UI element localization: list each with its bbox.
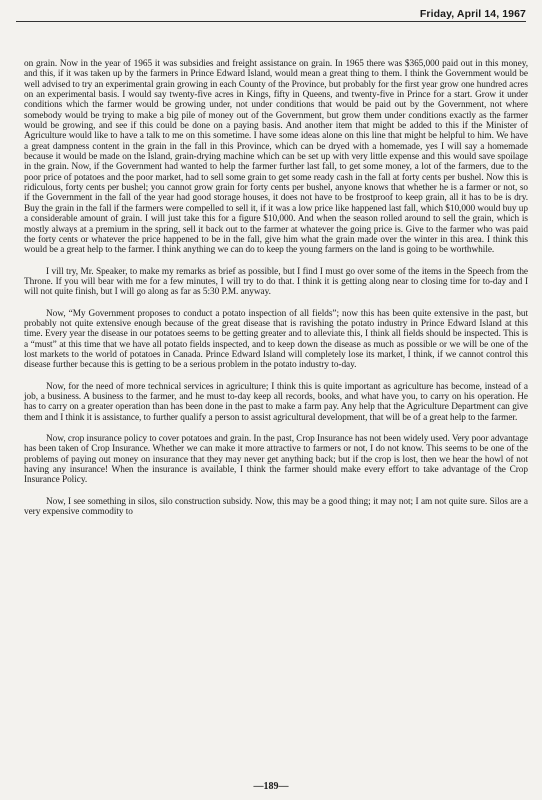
paragraph-technical-services: Now, for the need of more technical services in agriculture; I think this is quite important as agriculture has become, instead of a job, a business. A business to the farmer, and he must to-day keep all records, books, and what have you, to carry on his operation. He has to carry on a greater operation than has been done in the past to make a farm pay. Any help that the Agriculture Department can give them and I think it is assistance, to further qualify a person to assist agricultural development, that will be of a great help to the farmer. [24, 381, 528, 423]
header-rule [16, 21, 526, 22]
paragraph-gap [24, 486, 528, 497]
paragraph-silos: Now, I see something in silos, silo construction subsidy. Now, this may be a good thing; it may not; I am not quite sure. Silos are a very expensive commodity to [24, 496, 528, 518]
paragraph-grain: on grain. Now in the year of 1965 it was subsidies and freight assistance on grain. In 1965 there was $365,000 paid out in this money, and this, if it was taken up by the farmers in Prince Edward Island, would mean a great thing to them. I think the Government would be well advised to try an experimental grain growing in each County of the Province, but probably for the first year grow one hundred acres on an experimental basis. I would say twenty-five acres in Kings, fifty in Queens, and twenty-five in Prince for a start. Grow it under conditions which the farmer would be growing under, not under conditions that would be paid out by the Government, not where somebody would be trying to make a big pile of money out of the Government, but grow them under conditions exactly as the farmer would be growing, and see if this could be done on a paying basis. And another item that might be added to this if the Minister of Agriculture would like to have a talk to me on this sometime. I have some ideas alone on this line that might be helpful to him. We have a great dampness content in the grain in the fall in this Province, which can be dryed with a homemade, yes I will say a homemade because it would be made on the Island, grain-drying machine which can be set up with very little expense and this would save spoilage in the grain. Now, if the Government had wanted to help the farmer further last fall, to get some money, a lot of the farmers, due to the poor price of potatoes and the poor market, had to sell some grain to get some ready cash in the fall at forty cents per bushel. Now this is ridiculous, forty cents per bushel; you cannot grow grain for forty cents per bushel, anyone knows that whether he is a farmer or not, so if the Government in the fall of the year had good storage houses, it does not have to be frostproof to keep grain, all it has to be is dry. Buy the grain in the fall if the farmers were compelled to sell it, if it was a low price like happened last fall, which $10,000 would buy up a considerable amount of grain. I will just take this for a figure $10,000. And when the season rolled around to sell the grain, which is mostly always at a premium in the spring, sell it back out to the farmer at whatever the going price is. Give to the farmer who was paid the forty cents or whatever the price happened to be in the fall, give him what the grain made over the winter in this area. I think this would be a great help to the farmer. I think anything we can do to keep the young farmers on the land is going to be worthwhile. [24, 59, 528, 256]
page-number: —189— [253, 781, 289, 792]
paragraph-gap [24, 256, 528, 267]
paragraph-remarks: I vill try, Mr. Speaker, to make my remarks as brief as possible, but I find I must go over some of the items in the Speech from the Throne. If you will bear with me for a few minutes, I will try to do that. I think it is getting along near to closing time for to-day and I will not quite finish, but I will go along as far as 5:30 P.M. anyway. [24, 266, 528, 298]
paragraph-gap [24, 371, 528, 382]
running-head-date: Friday, April 14, 1967 [419, 8, 526, 20]
paragraph-potato-inspection: Now, “My Government proposes to conduct a potato inspection of all fields”; now this has been quite extensive in the past, but probably not quite extensive enough because of the great disease that is ravishing the potato industry in Prince Edward Island at this time. Every year the disease in our potatoes seems to be getting greater and to alleviate this, I think all fields should be inspected. This is a “must” at this time that we have all potato fields inspected, and to keep down the disease as much as possible or we will be one of the lost markets to the world of potatoes in Canada. Prince Edward Island will completely lose its market, I think, if we cannot control this disease further because this is getting to be a serious problem in the potato industry to-day. [24, 308, 528, 371]
paragraph-gap [24, 423, 528, 434]
paragraph-crop-insurance: Now, crop insurance policy to cover potatoes and grain. In the past, Crop Insurance has not been widely used. Very poor advantage has been taken of Crop Insurance. Whether we can make it more attractive to farmers or not, I do not know. This seems to be one of the problems of paying out money on insurance that they may never get anything back; but if the crop is lost, then we hear the howl of not having any insurance! When the insurance is available, I think the farmer should make every effort to take advantage of the Crop Insurance Policy. [24, 434, 528, 486]
paragraph-gap [24, 298, 528, 309]
body-text [24, 59, 528, 780]
